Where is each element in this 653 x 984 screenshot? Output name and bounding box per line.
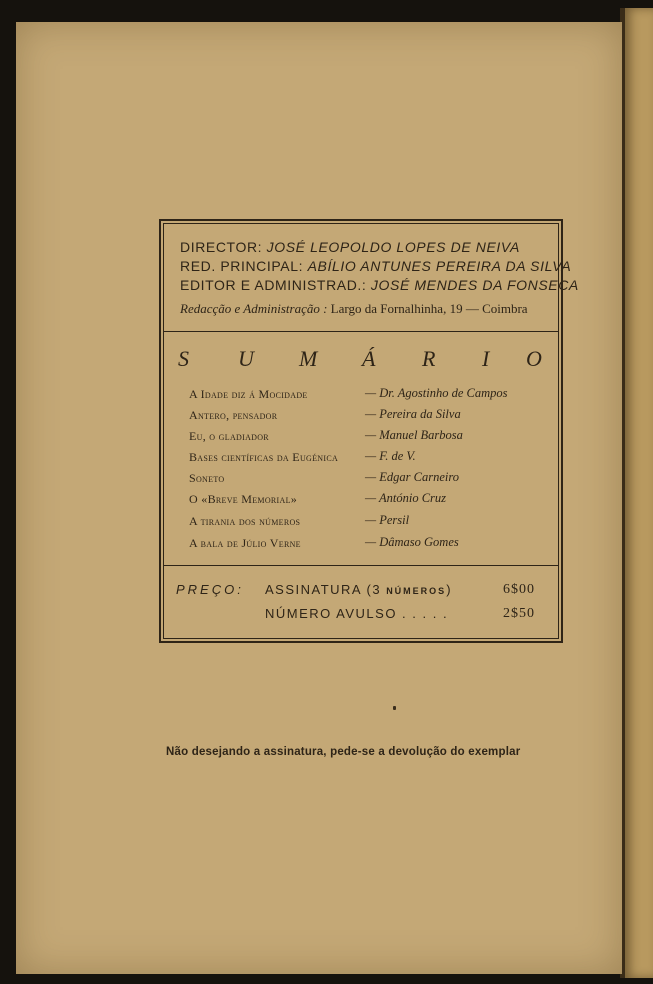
sumario-letter: U	[238, 346, 254, 371]
toc-item-author: — Pereira da Silva	[365, 407, 461, 421]
toc-item-title: A bala de Júlio Verne	[189, 536, 301, 550]
address-line	[180, 301, 528, 317]
director-label: DIRECTOR:	[180, 239, 263, 255]
toc-item-title: Eu, o gladiador	[189, 429, 269, 443]
director-name: JOSÉ LEOPOLDO LOPES DE NEIVA	[266, 239, 520, 255]
toc-item-author: — Persil	[365, 513, 410, 527]
subscription-price: 6$00	[503, 582, 535, 597]
editor-name: JOSÉ MENDES DA FONSECA	[370, 277, 579, 293]
toc-item-title: A Idade diz á Mocidade	[189, 387, 308, 401]
toc-item-author: — Manuel Barbosa	[365, 428, 463, 442]
editor-line	[180, 277, 579, 293]
toc-item-author: — Dr. Agostinho de Campos	[365, 386, 508, 400]
toc-item-title: Antero, pensador	[189, 408, 278, 422]
subscription-text: ASSINATURA (3	[265, 582, 382, 597]
sumario-letter: M	[299, 346, 318, 371]
toc-item-author: — Dâmaso Gomes	[365, 535, 459, 549]
toc-item-title: O «Breve Memorial»	[189, 492, 298, 506]
address-value: Largo da Fornalhinha, 19 — Coimbra	[330, 301, 528, 316]
single-issue-price: 2$50	[503, 606, 535, 621]
sumario-letter: S	[178, 346, 189, 371]
sumario-letter: I	[482, 346, 490, 371]
toc-item-author: — Edgar Carneiro	[365, 470, 459, 484]
red-principal-line	[180, 258, 571, 274]
address-label: Redacção e Administração :	[180, 301, 328, 316]
toc-item-author: — António Cruz	[365, 491, 447, 505]
subscription-text-sc: NÚMEROS	[386, 586, 447, 596]
toc-item-author: — F. de V.	[365, 449, 416, 463]
subscription-label	[265, 582, 452, 597]
editor-label: EDITOR E ADMINISTRAD.:	[180, 277, 367, 293]
divider-bottom	[163, 565, 559, 566]
toc-item-title: Bases científicas da Eugénica	[189, 450, 339, 464]
director-line	[180, 239, 520, 255]
red-principal-name: ABÍLIO ANTUNES PEREIRA DA SILVA	[307, 258, 572, 274]
divider-top	[163, 331, 559, 332]
price-label: PREÇO:	[176, 582, 244, 597]
next-page-edge	[624, 8, 653, 978]
toc-item-title: A tirania dos números	[189, 514, 301, 528]
sumario-letter: R	[422, 346, 436, 371]
subscription-text-end: )	[446, 582, 453, 597]
single-issue-label: NÚMERO AVULSO . . . . .	[265, 606, 449, 621]
footer-note: Não desejando a assinatura, pede-se a devolução do exemplar	[166, 746, 521, 758]
sumario-letter: Á	[362, 346, 376, 371]
toc-item-title: Soneto	[189, 471, 225, 485]
paper-speck	[393, 706, 396, 710]
red-principal-label: RED. PRINCIPAL:	[180, 258, 304, 274]
sumario-letter: O	[526, 346, 542, 371]
